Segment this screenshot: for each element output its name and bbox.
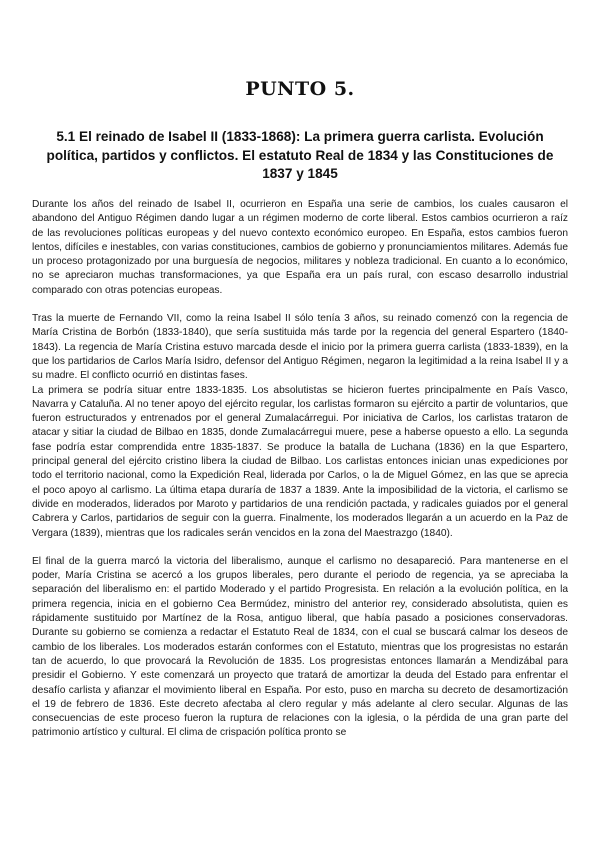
paragraph-regency: Tras la muerte de Fernando VII, como la reina Isabel II sólo tenía 3 años, su reinado comenzó con la regencia de María Cristina de Borbón (1833-1840), que sería sustituida más tarde por la regencia del general Espartero (1840-1843). La regencia de María Cristina estuvo marcada desde el inicio por la primera guerra carlista (1833-1839), en la que los partidarios de Carlos María Isidro, defensor del Antiguo Régimen, negaron la legitimidad a la reina Isabel II y a su madre. El conflicto ocurrió en distintas fases.	[32, 313, 568, 382]
section-heading: 5.1 El reinado de Isabel II (1833-1868): La primera guerra carlista. Evolución política, partidos y conflictos. El estatuto Real de 1834 y las Constituciones de 1837 y 1845	[46, 129, 554, 181]
body-text	[32, 198, 568, 741]
paragraph-intro: Durante los años del reinado de Isabel II, ocurrieron en España una serie de cambios, los cuales causaron el abandono del Antiguo Régimen dando lugar a un régimen moderno de corte liberal. Estos cambios ocurrieron a raíz de las revoluciones políticas europeas y del nuevo contexto económico europeo. En España, estos cambios fueron lentos, difíciles e inestables, con varias constituciones, cambios de gobierno y pronunciamientos militares. Además fue un proceso protagonizado por una burguesía de negocios, militares y nobleza tradicional. En cuanto a lo económico, no se apreciaron muchas transformaciones, ya que España era un país rural, con escaso desarrollo industrial comparado con otras potencias europeas.	[32, 199, 568, 296]
page-title: PUNTO 5.	[245, 78, 355, 100]
paragraph-war-phases: La primera se podría situar entre 1833-1835. Los absolutistas se hicieron fuertes principalmente en País Vasco, Navarra y Cataluña. Al no tener apoyo del ejército regular, los carlistas formaron su ejército a partir de voluntarios, que fueron estructurados y entrenados por el general Zumalacárregui. Por iniciativa de Carlos, los carlistas trataron de atacar y sitiar la ciudad de Bilbao en 1835, donde Zumalacárregui muere, pese a haberse opuesto a ello. La segunda fase podría estar comprendida entre 1835-1837. Se produce la batalla de Luchana (1836) en la que Espartero, principal general del ejército cristino libera la ciudad de Bilbao. Los carlistas entonces inician unas expediciones por todo el territorio nacional, como la Expedición Real, liderada por Carlos, o la de Miguel Gómez, en las que se aprecia el poco apoyo al carlismo. La última etapa duraría de 1837 a 1839. Ante la imposibilidad de la victoria, el carlismo se divide en moderados, liderados por Maroto y partidarios de una rendición pactada, y radicales guiados por el general Cabrera y Carlos, partidarios de seguir con la guerra. Finalmente, los moderados llegarán a un acuerdo en la Paz de Vergara (1839), mientras que los radicales serán vencidos en la zona del Maestrazgo (1840).	[32, 384, 568, 539]
paragraph-liberalism: El final de la guerra marcó la victoria del liberalismo, aunque el carlismo no desapareció. Para mantenerse en el poder, María Cristina se acercó a los grupos liberales, pero durante el periodo de regencia, ya se apreciaba la separación del liberalismo en: el partido Moderado y el partido Progresista. En relación a la evolución política, en la primera regencia, inicia en el gobierno Cea Bermúdez, ministro del anterior rey, considerado absolutista, quien es rápidamente sustituido por Martínez de la Rosa, antiguo liberal, que había pasado a posiciones conservadoras. Durante su gobierno se comienza a redactar el Estatuto Real de 1834, con el cual se buscará calmar los deseos de cambio de los liberales. Los moderados estarán conformes con el Estatuto, mientras que los progresistas no estarán tan de acuerdo, lo que provocará la Revolución de 1835. Los progresistas entonces llamarán a Mendizábal para presidir el Gobierno. Y este comenzará un proyecto que tratará de amortizar la deuda del Estado para enfrentar el desafío carlista y afianzar el movimiento liberal en España. Por esto, puso en marcha su decreto de desamortización el 19 de febrero de 1836. Este decreto afectaba al clero regular y más adelante al clero secular. Algunas de las consecuencias de este proceso fueron la ruptura de relaciones con la iglesia, o la pérdida de una gran parte del patrimonio artístico y cultural. El clima de crispación política pronto se	[32, 555, 568, 739]
